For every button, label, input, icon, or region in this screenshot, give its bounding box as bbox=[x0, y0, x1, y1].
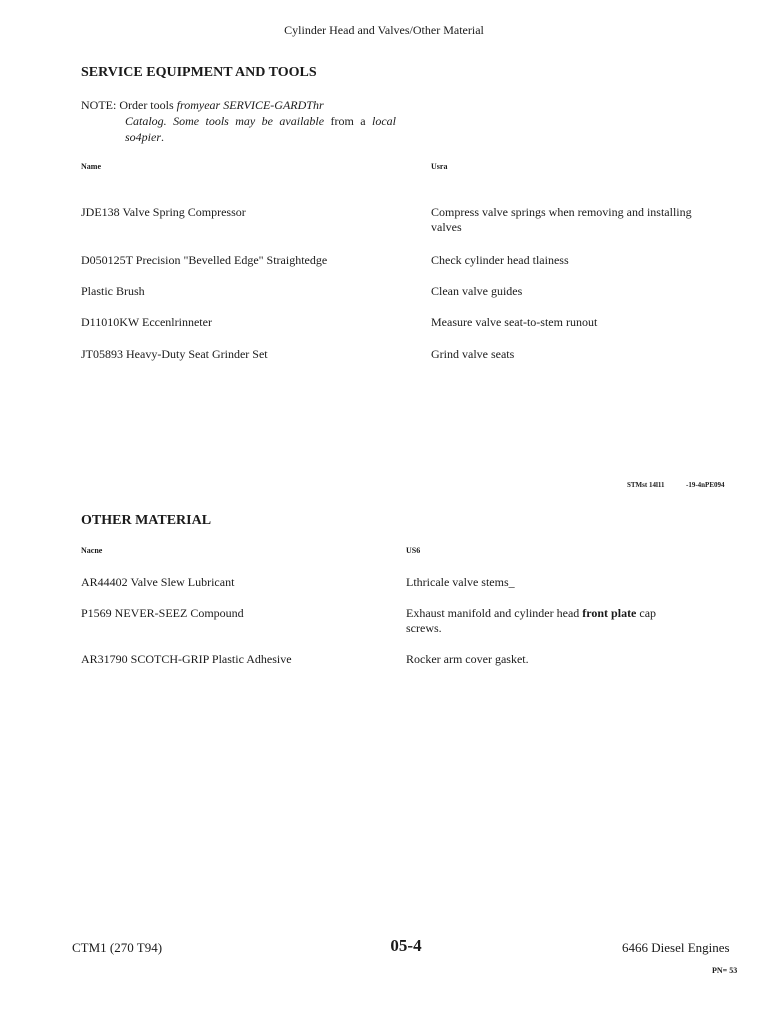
service-ref-code-right: -19-4nPE094 bbox=[686, 481, 725, 489]
other-row-2-use-post: cap screws. bbox=[406, 606, 657, 635]
footer-page-code: PN= 53 bbox=[712, 966, 738, 975]
service-row-1-use: Compress valve springs when removing and installing valves bbox=[431, 205, 692, 234]
service-row-3-name: Plastic Brush bbox=[81, 284, 145, 298]
other-section-title: OTHER MATERIAL bbox=[81, 513, 212, 528]
service-row-1-name: JDE138 Valve Spring Compressor bbox=[81, 205, 246, 219]
note-italic-1: fromyear SERVICE-GARDThr bbox=[176, 98, 324, 112]
note-prefix: NOTE: Order tools bbox=[81, 98, 177, 112]
service-row-2-name: D050125T Precision "Bevelled Edge" Straightedge bbox=[81, 253, 328, 267]
footer-page-number: 05-4 bbox=[390, 936, 422, 955]
service-col-use-header: Usra bbox=[431, 162, 448, 171]
footer-manual-code: CTM1 (270 T94) bbox=[72, 940, 163, 955]
other-row-3-name: AR31790 SCOTCH-GRIP Plastic Adhesive bbox=[81, 652, 292, 666]
other-col-use-header: US6 bbox=[406, 546, 421, 555]
note-end: . bbox=[161, 130, 164, 144]
other-row-2-use-bold: front plate bbox=[582, 606, 637, 620]
service-row-2-use: Check cylinder head tlainess bbox=[431, 253, 569, 267]
other-row-2-use-pre: Exhaust manifold and cylinder head bbox=[406, 606, 583, 620]
service-row-3-use: Clean valve guides bbox=[431, 284, 523, 298]
service-ref-code-left: STMst 14l11 bbox=[627, 481, 665, 489]
other-row-1-use: Lthricale valve stems_ bbox=[406, 575, 515, 589]
service-row-5-use: Grind valve seats bbox=[431, 347, 515, 361]
footer-engine-title: 6466 Diesel Engines bbox=[622, 940, 730, 955]
running-head: Cylinder Head and Valves/Other Material bbox=[284, 23, 484, 37]
service-col-name-header: Name bbox=[81, 162, 101, 171]
other-row-2-name: P1569 NEVER-SEEZ Compound bbox=[81, 606, 244, 620]
service-section-title: SERVICE EQUIPMENT AND TOOLS bbox=[81, 65, 317, 80]
note-line-1 bbox=[81, 97, 396, 113]
note-italic-2: Catalog. Some tools may be available bbox=[125, 114, 325, 128]
service-note bbox=[81, 97, 396, 145]
note-italic-3: local so4pier bbox=[125, 114, 396, 144]
service-row-5-name: JT05893 Heavy-Duty Seat Grinder Set bbox=[81, 347, 268, 361]
service-row-4-name: D11010KW Eccenlrinneter bbox=[81, 315, 212, 329]
note-plain: from a bbox=[324, 114, 372, 128]
other-row-3-use: Rocker arm cover gasket. bbox=[406, 652, 529, 666]
service-row-4-use: Measure valve seat-to-stem runout bbox=[431, 315, 598, 329]
other-row-2-use bbox=[406, 606, 681, 636]
note-continuation bbox=[81, 113, 396, 145]
other-col-name-header: Nacne bbox=[81, 546, 103, 555]
other-row-1-name: AR44402 Valve Slew Lubricant bbox=[81, 575, 235, 589]
